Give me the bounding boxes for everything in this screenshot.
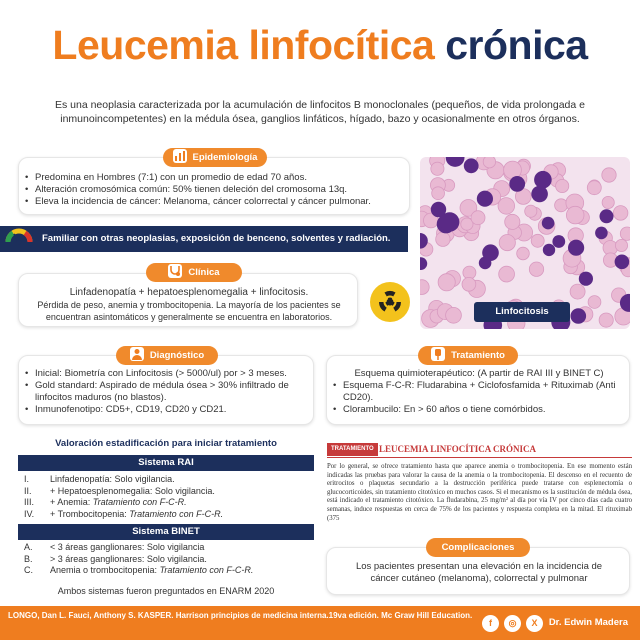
red-blood-cell <box>483 157 495 168</box>
red-blood-cell <box>436 232 450 246</box>
clinica-label: Clínica <box>146 263 242 282</box>
title-part-2: crónica <box>445 22 588 68</box>
lymphocyte <box>542 217 555 230</box>
clinica-line-1: Linfadenopatía + hepatoesplenomegalia + linfocitosis. <box>69 287 309 298</box>
lymphocyte <box>543 244 555 256</box>
lymphocyte <box>477 191 493 207</box>
red-blood-cell <box>602 168 616 182</box>
red-blood-cell <box>555 199 568 212</box>
binet-row: B. > 3 áreas ganglionares: Solo vigilancia. <box>24 553 207 564</box>
clinica-line-2: Pérdida de peso, anemia y trombocitopenia. La mayoría de los pacientes se encuentran asintomáticos y generalmente se encuentra en laboratorios. <box>37 300 341 322</box>
red-blood-cell <box>446 307 462 323</box>
book-clip-tag: TRATAMIENTO <box>327 443 378 456</box>
rai-header: Sistema RAI <box>18 455 314 471</box>
rai-stage-list <box>24 474 314 520</box>
tratamiento-card <box>326 355 630 425</box>
red-blood-cell <box>499 235 515 251</box>
lymphocyte <box>571 308 587 324</box>
red-blood-cell <box>498 198 515 215</box>
lymphocyte <box>568 240 584 256</box>
red-blood-cell <box>517 247 530 260</box>
lymphocyte <box>552 235 565 248</box>
tratamiento-intro: Esquema quimioterapéutico: (A partir de RAI III y BINET C) <box>354 368 604 379</box>
iv-drip-icon <box>431 347 445 361</box>
diagnostico-card <box>18 355 314 425</box>
x-icon[interactable]: X <box>526 615 543 632</box>
red-blood-cell <box>615 239 627 251</box>
rai-row: IV. + Trombocitopenia: Tratamiento con F-C-R. <box>24 508 224 519</box>
lymphocyte <box>615 255 630 270</box>
red-blood-cell <box>587 181 601 195</box>
rai-row: II. + Hepatoesplenomegalia: Solo vigilancia. <box>24 485 215 496</box>
red-blood-cell <box>438 274 455 291</box>
micrograph-label: Linfocitosis <box>474 302 570 322</box>
red-blood-cell <box>499 266 515 282</box>
author-name: Dr. Edwin Madera <box>548 617 628 628</box>
radiation-icon <box>370 282 410 322</box>
red-blood-cell <box>505 214 520 229</box>
title-part-1: Leucemia linfocítica <box>52 22 435 68</box>
list-item: • Clorambucilo: En > 60 años o tiene comórbidos. <box>331 404 627 416</box>
stethoscope-icon <box>168 264 182 278</box>
list-item: • Predomina en Hombres (7:1) con un promedio de edad 70 años. <box>23 172 407 184</box>
red-blood-cell <box>588 296 601 309</box>
red-blood-cell <box>462 277 476 291</box>
list-item: • Inmunofenotipo: CD5+, CD19, CD20 y CD21. <box>23 404 311 416</box>
red-blood-cell <box>620 227 630 240</box>
doctor-icon <box>130 347 144 361</box>
footer <box>0 606 640 640</box>
rai-row: III. + Anemia: Tratamiento con F-C-R. <box>24 497 187 507</box>
binet-row: A. < 3 áreas ganglionares: Solo vigilancia <box>24 542 205 552</box>
red-blood-cell <box>531 234 544 247</box>
lymphocyte <box>431 202 446 217</box>
lymphocyte <box>600 209 614 223</box>
red-blood-cell <box>432 187 445 200</box>
epidemiologia-label: Epidemiología <box>163 148 267 167</box>
red-blood-cell <box>431 162 444 175</box>
tratamiento-list <box>331 380 627 416</box>
list-item: • Inicial: Biometría con Linfocitosis (> 5000/ul) por > 3 meses. <box>23 368 311 380</box>
lymphocyte <box>479 257 492 270</box>
red-blood-cell <box>529 262 543 276</box>
rai-row: I. Linfadenopatía: Solo vigilancia. <box>24 474 175 484</box>
lymphocyte <box>595 227 608 240</box>
red-blood-cell <box>599 313 613 327</box>
red-blood-cell <box>570 284 585 299</box>
risk-factors-banner: Familiar con otras neoplasias, exposición de benceno, solventes y radiación. <box>0 226 408 252</box>
red-blood-cell <box>525 205 537 217</box>
intro-text: Es una neoplasia caracterizada por la acumulación de linfocitos B monoclonales (pequeños, de vida prolongada e inmunoincompetentes) en la médula ósea, ganglios linfáticos, hígado, bazo y ocasionalmente en otros órganos. <box>54 99 585 125</box>
red-blood-cell <box>420 280 429 295</box>
binet-stage-list <box>24 542 314 577</box>
tratamiento-label: Tratamiento <box>418 346 518 365</box>
list-item: • Eleva la incidencia de cáncer: Melanoma, cáncer colorrectal y cáncer pulmonar. <box>23 196 407 208</box>
chart-icon <box>173 149 187 163</box>
binet-header: Sistema BINET <box>18 524 314 540</box>
lymphocyte <box>464 158 479 173</box>
epidemiologia-list <box>23 172 407 208</box>
complicaciones-label: Complicaciones <box>426 538 530 557</box>
red-blood-cell <box>471 211 485 225</box>
red-blood-cell <box>566 206 584 224</box>
book-clip-header <box>327 443 632 458</box>
list-item: • Gold standard: Aspirado de médula ósea > 30% infiltrado de linfocitos maduros (no blastos). <box>23 380 311 404</box>
lymphocyte <box>534 171 552 189</box>
lymphocyte <box>420 257 427 270</box>
facebook-icon[interactable]: f <box>482 615 499 632</box>
reference-text: LONGO, Dan L. Fauci, Anthony S. KASPER. Harrison principios de medicina interna.19va edición. Mc Graw Hill Education. <box>8 611 473 620</box>
enarm-note: Ambos sistemas fueron preguntados en ENARM 2020 <box>57 586 275 596</box>
lymphocyte <box>509 176 525 192</box>
page-title <box>0 22 640 69</box>
list-item: • Esquema F-C-R: Fludarabina + Ciclofosfamida + Rituximab (Anti CD20). <box>331 380 627 404</box>
binet-row: C. Anemia o trombocitopenia: Tratamiento con F-C-R. <box>24 565 254 575</box>
diagnostico-list <box>23 368 311 416</box>
warning-gauge-icon <box>5 222 33 250</box>
book-clip-text: Por lo general, se ofrece tratamiento hasta que aparece anemia o trombocitopenia. En ese momento están indicadas las pruebas para valorar la causa de la anemia o la trombocitopenia. El descenso en el recuento de eritrocitos o plaquetas secundario a la destrucción periférica puede tratarse con esplenectomía o glucocorticoides, sin tratamiento citotóxico en muchos casos. Si el mecanismo es la sustitución de médula ósea, está indicado el tratamiento citotóxico. La fludarabina, 25 mg/m² al día por vía IV por cinco días cada cuatro semanas, induce respuestas en cerca de 75% de los pacientes y respuesta completa en la mitad. El rituximab (375 <box>327 463 632 522</box>
lymphocyte <box>446 157 465 167</box>
lymphocyte <box>531 186 548 203</box>
list-item: • Alteración cromosómica común: 50% tienen deleción del cromosoma 13q. <box>23 184 407 196</box>
lymphocyte <box>579 272 593 286</box>
diagnostico-label: Diagnóstico <box>116 346 218 365</box>
book-clip-title: LEUCEMIA LINFOCÍTICA CRÓNICA <box>379 444 537 454</box>
red-blood-cell <box>613 206 628 221</box>
red-blood-cell <box>556 179 569 192</box>
instagram-icon[interactable]: ◎ <box>504 615 521 632</box>
staging-title: Valoración estadificación para iniciar tratamiento <box>55 438 277 449</box>
red-blood-cell <box>602 196 614 208</box>
complicaciones-text: Los pacientes presentan una elevación en la incidencia de cáncer cutáneo (melanoma), colorrectal y pulmonar <box>355 561 603 584</box>
